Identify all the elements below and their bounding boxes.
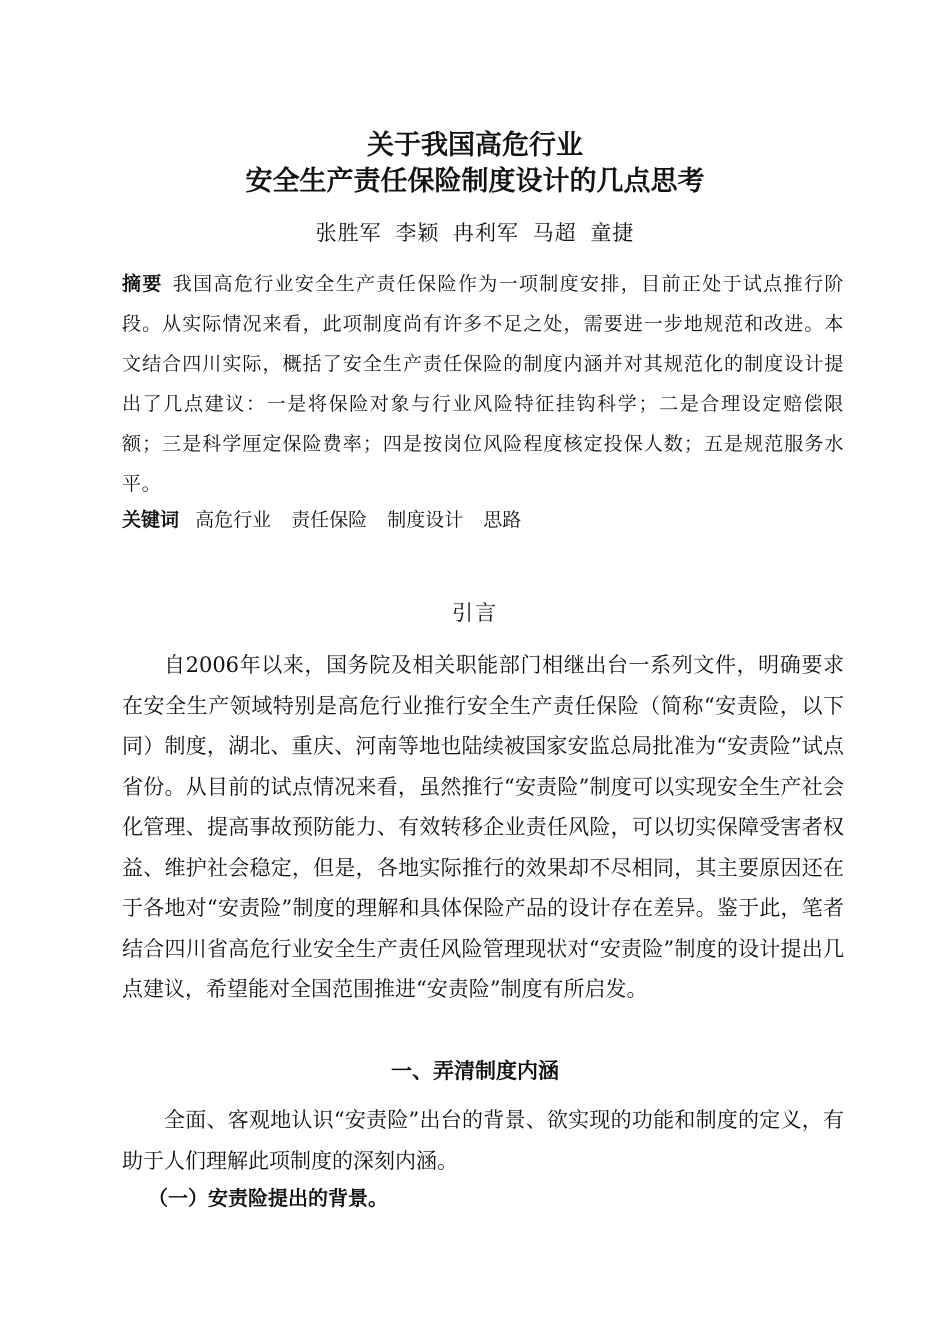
keywords-block (122, 504, 844, 536)
paper-title-line-2: 安全生产责任保险制度设计的几点思考 (245, 166, 705, 197)
subsection-1-heading: （一）安责险提出的背景。 (148, 1186, 388, 1210)
abstract-text: 我国高危行业安全生产责任保险作为一项制度安排，目前正处于试点推行阶段。从实际情况来看，此项制度尚有许多不足之处，需要进一步地规范和改进。本文结合四川实际，概括了安全生产责任保险的制度内涵并对其规范化的制度设计提出了几点建议：一是将保险对象与行业风险特征挂钩科学；二是合理设定赔偿限额；三是科学厘定保险费率；四是按岗位风险程度核定投保人数；五是规范服务水平。 (122, 273, 844, 495)
keyword-item: 制度设计 (387, 509, 464, 531)
section-1-heading: 一、弄清制度内涵 (391, 1059, 559, 1083)
keywords-label: 关键词 (122, 509, 180, 531)
section-1-paragraph: 全面、客观地认识“安责险”出台的背景、欲实现的功能和制度的定义，有助于人们理解此项制度的深刻内涵。 (122, 1108, 844, 1173)
intro-paragraph: 自2006年以来，国务院及相关职能部门相继出台一系列文件，明确要求在安全生产领域特别是高危行业推行安全生产责任保险（简称“安责险，以下同）制度，湖北、重庆、河南等地也陆续被国家安监总局批准为“安责险”试点省份。从目前的试点情况来看，虽然推行“安责险”制度可以实现安全生产社会化管理、提高事故预防能力、有效转移企业责任风险，可以切实保障受害者权益、维护社会稳定，但是，各地实际推行的效果却不尽相同，其主要原因还在于各地对“安责险”制度的理解和具体保险产品的设计存在差异。鉴于此，笔者结合四川省高危行业安全生产责任风险管理现状对“安责险”制度的设计提出几点建议，希望能对全国范围推进“安责险”制度有所启发。 (122, 653, 844, 1001)
keyword-item: 责任保险 (291, 509, 368, 531)
keyword-item: 高危行业 (195, 509, 272, 531)
paper-title-line-1: 关于我国高危行业 (367, 130, 583, 161)
author-list: 张胜军 李颖 冉利军 马超 童捷 (315, 221, 635, 245)
keyword-item: 思路 (483, 509, 522, 531)
abstract-block (122, 264, 844, 504)
abstract-label: 摘要 (122, 273, 163, 295)
intro-heading: 引言 (452, 601, 498, 625)
